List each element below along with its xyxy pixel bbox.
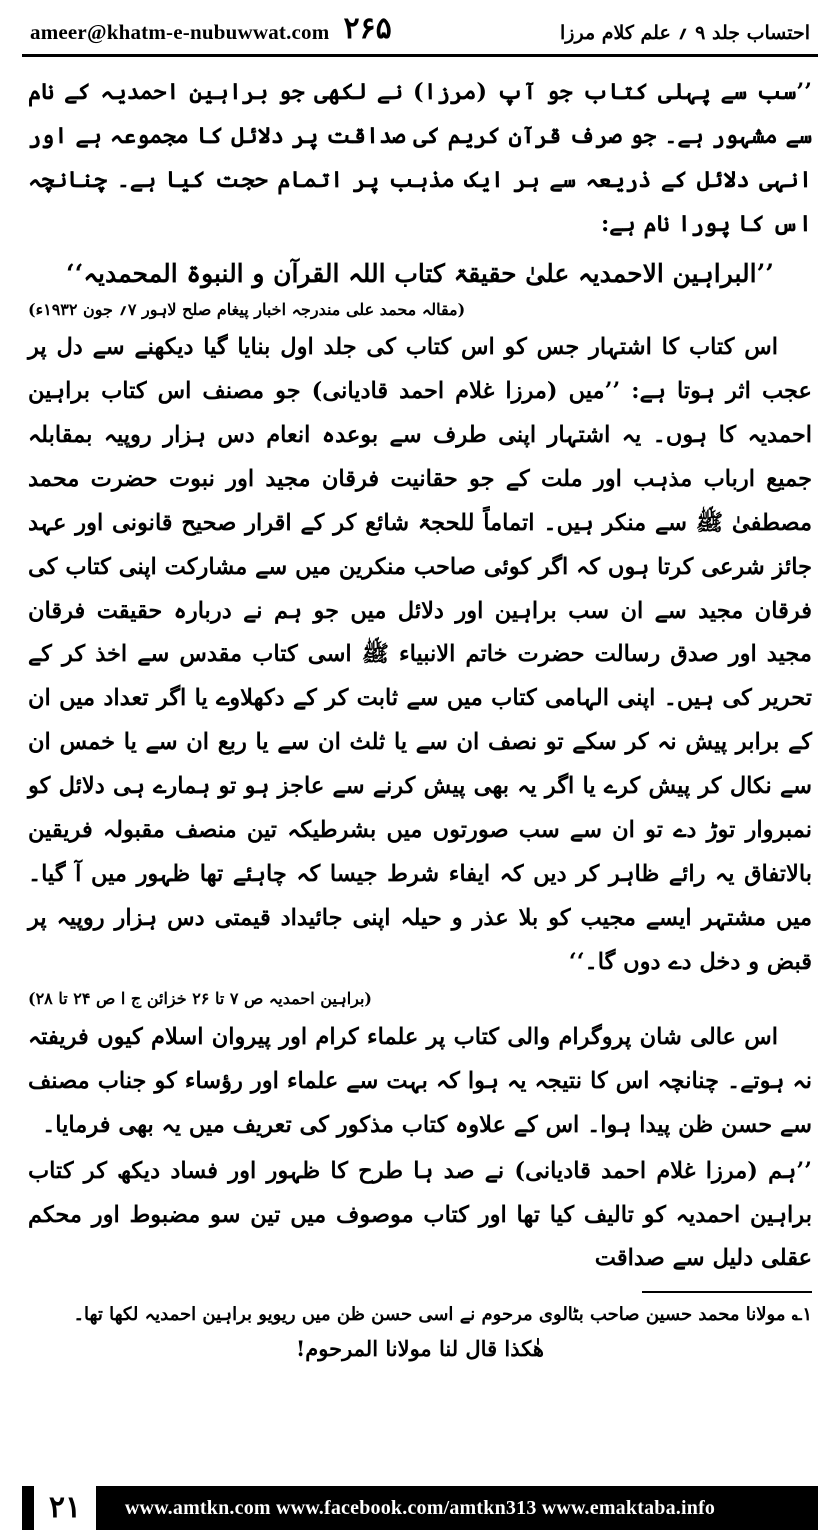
page-number-bottom: ۲۱ [48,1490,82,1525]
footer-page-box [34,1484,96,1532]
paragraph-quote-4: ’’ہم (مرزا غلام احمد قادیانی) نے صد ہا طرح کا ظہور اور فساد دیکھ کر کتاب براہین احمدیہ کو تالیف کیا تھا اور کتاب موصوف میں تین سو مضبوط اور محکم عقلی دلیل سے صداقت [28,1157,812,1272]
page-header [0,0,840,50]
footnote-marker: ۱؎ [791,1304,812,1326]
footnote-arabic-line: ھٰکذا قال لنا مولانا المرحوم! [296,1335,544,1361]
contact-email: ameer@khatm-e-nubuwwat.com [30,19,330,44]
footer-links-band [22,1486,818,1530]
arabic-book-title: ’’البراہین الاحمدیہ علیٰ حقیقۃ کتاب اللہ القرآن و النبوۃ المحمدیہ‘‘ [65,258,775,288]
footnote-separator [642,1291,812,1293]
header-left-group [30,11,392,46]
reference-2: (براہین احمدیہ ص ۷ تا ۲۶ خزائن ج ا ص ۲۴ تا ۲۸) [28,989,372,1009]
book-title: احتساب جلد ۹ ؍ علم کلام مرزا [560,22,810,44]
page-content [0,57,840,1281]
page-footer [0,1478,840,1540]
footer-links[interactable]: www.amtkn.com www.facebook.com/amtkn313 www.emaktaba.info [124,1496,716,1519]
footnote-line [0,1299,840,1331]
page-number-top: ۲۶۵ [343,11,392,46]
paragraph-quote-1: ’’سب سے پہلی کتاب جو آپ (مرزا) نے لکھی جو براہین احمدیہ کے نام سے مشہور ہے۔ جو صرف قرآن کریم کی صداقت پر دلائل کا مجموعہ ہے اور انہی دلائل کے ذریعہ سے ہر ایک مذہب پر اتمام حجت کیا ہے۔ چنانچہ اس کا پورا نام ہے: [28,79,812,237]
reference-1: (مقالہ محمد علی مندرجہ اخبار پیغام صلح لاہور ۷؍ جون ۱۹۳۲ء) [28,299,466,319]
footnote-text: مولانا محمد حسین صاحب بٹالوی مرحوم نے اسی حسن ظن میں ریویو براہین احمدیہ لکھا تھا۔ [73,1304,786,1326]
paragraph-body-2: اس کتاب کا اشتہار جس کو اس کتاب کی جلد اول بنایا گیا دیکھنے سے دل پر عجب اثر ہوتا ہے: ’’میں (مرزا غلام احمد قادیانی) جو مصنف اس کتاب براہین احمدیہ کا ہوں۔ یہ اشتہار اپنی طرف سے بوعدہ انعام دس ہزار روپیہ بمقابلہ جمیع ارباب مذہب اور ملت کے جو حقانیت فرقان مجید اور نبوت حضرت محمد مصطفیٰ ﷺ سے منکر ہیں۔ اتماماً للحجۃ شائع کر کے اقرار صحیح قانونی اور عہد جائز شرعی کرتا ہوں کہ اگر کوئی صاحب منکرین میں سے مشارکت اپنی کتاب کی فرقان مجید سے ان سب براہین اور دلائل میں جو ہم نے دربارہ حقیقت فرقان مجید اور صدق رسالت حضرت خاتم الانبیاء ﷺ اسی کتاب مقدس سے اخذ کر کے تحریر کی ہیں۔ اپنی الہامی کتاب میں سے ثابت کر کے دکھلاوے یا اگر تعداد میں ان کے برابر پیش نہ کر سکے تو نصف ان سے یا ثلث ان سے یا ربع ان سے یا خمس ان سے نکال کر پیش کرے یا اگر یہ بھی پیش کرنے سے عاجز ہو تو ہمارے ہی دلائل کو نمبروار توڑ دے تو ان سے سب صورتوں میں بشرطیکہ تین منصف مقبولہ فریقین بالاتفاق یہ رائے ظاہر کر دیں کہ ایفاء شرط جیسا کہ چاہئے تھا ظہور میں آ گیا۔ میں مشتہر ایسے مجیب کو بلا عذر و حیلہ اپنی جائیداد قیمتی دس ہزار روپیہ پر قبض و دخل دے دوں گا۔‘‘ [28,334,812,975]
paragraph-body-3: اس عالی شان پروگرام والی کتاب پر علماء کرام اور پیروان اسلام کیوں فریفتہ نہ ہوتے۔ چنانچہ اس کا نتیجہ یہ ہوا کہ بہت سے علماء اور رؤساء کو جناب مصنف سے حسن ظن پیدا ہوا۔ اس کے علاوہ کتاب مذکور کی تعریف میں یہ بھی فرمایا۔ [28,1024,812,1138]
